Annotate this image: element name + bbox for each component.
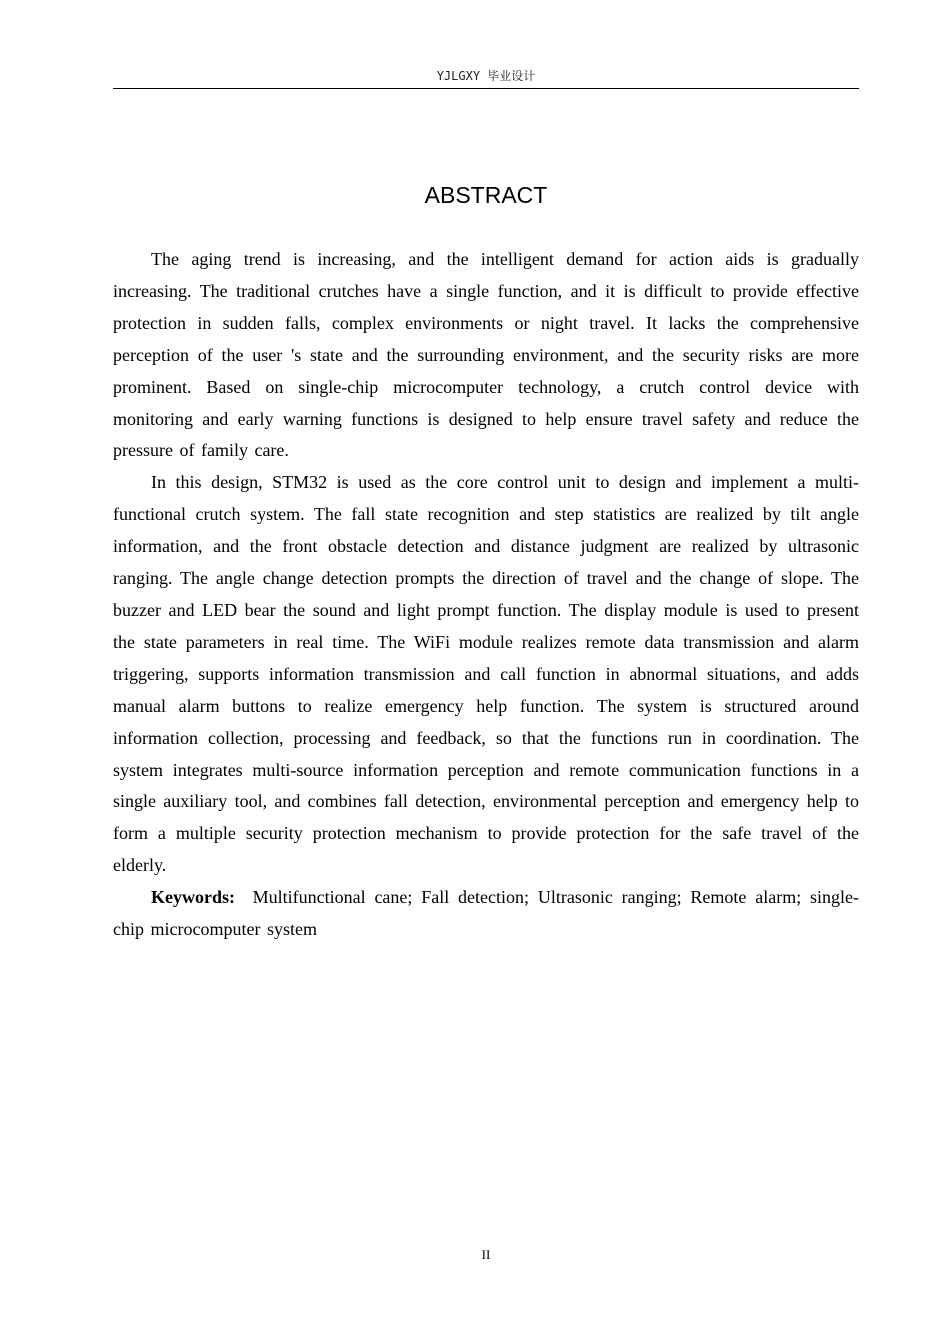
running-header: YJLGXY 毕业设计 (436, 69, 536, 83)
abstract-title: ABSTRACT (424, 182, 548, 208)
keywords-line (113, 882, 859, 946)
page-number: II (481, 1247, 491, 1262)
header-rule (113, 88, 859, 89)
abstract-body (113, 244, 859, 946)
abstract-paragraph-1: The aging trend is increasing, and the intelligent demand for action aids is gradually increasing. The traditional crutches have a single function, and it is difficult to provide effective protection in sudden falls, complex environments or night travel. It lacks the comprehensive perception of the user 's state and the surrounding environment, and the security risks are more prominent. Based on single-chip microcomputer technology, a crutch control device with monitoring and early warning functions is designed to help ensure travel safety and reduce the pressure of family care. (113, 249, 859, 461)
keywords-label: Keywords: (151, 887, 235, 908)
abstract-paragraph-2: In this design, STM32 is used as the core control unit to design and implement a multi-functional crutch system. The fall state recognition and step statistics are realized by tilt angle information, and the front obstacle detection and distance judgment are realized by ultrasonic ranging. The angle change detection prompts the direction of travel and the change of slope. The buzzer and LED bear the sound and light prompt function. The display module is used to present the state parameters in real time. The WiFi module realizes remote data transmission and alarm triggering, supports information transmission and call function in abnormal situations, and adds manual alarm buttons to realize emergency help function. The system is structured around information collection, processing and feedback, so that the functions run in coordination. The system integrates multi-source information perception and remote communication functions in a single auxiliary tool, and combines fall detection, environmental perception and emergency help to form a multiple security protection mechanism to provide protection for the safe travel of the elderly. (113, 472, 859, 876)
keywords-text: Multifunctional cane; Fall detection; Ultrasonic ranging; Remote alarm; single-chip microcomputer system (113, 887, 860, 940)
